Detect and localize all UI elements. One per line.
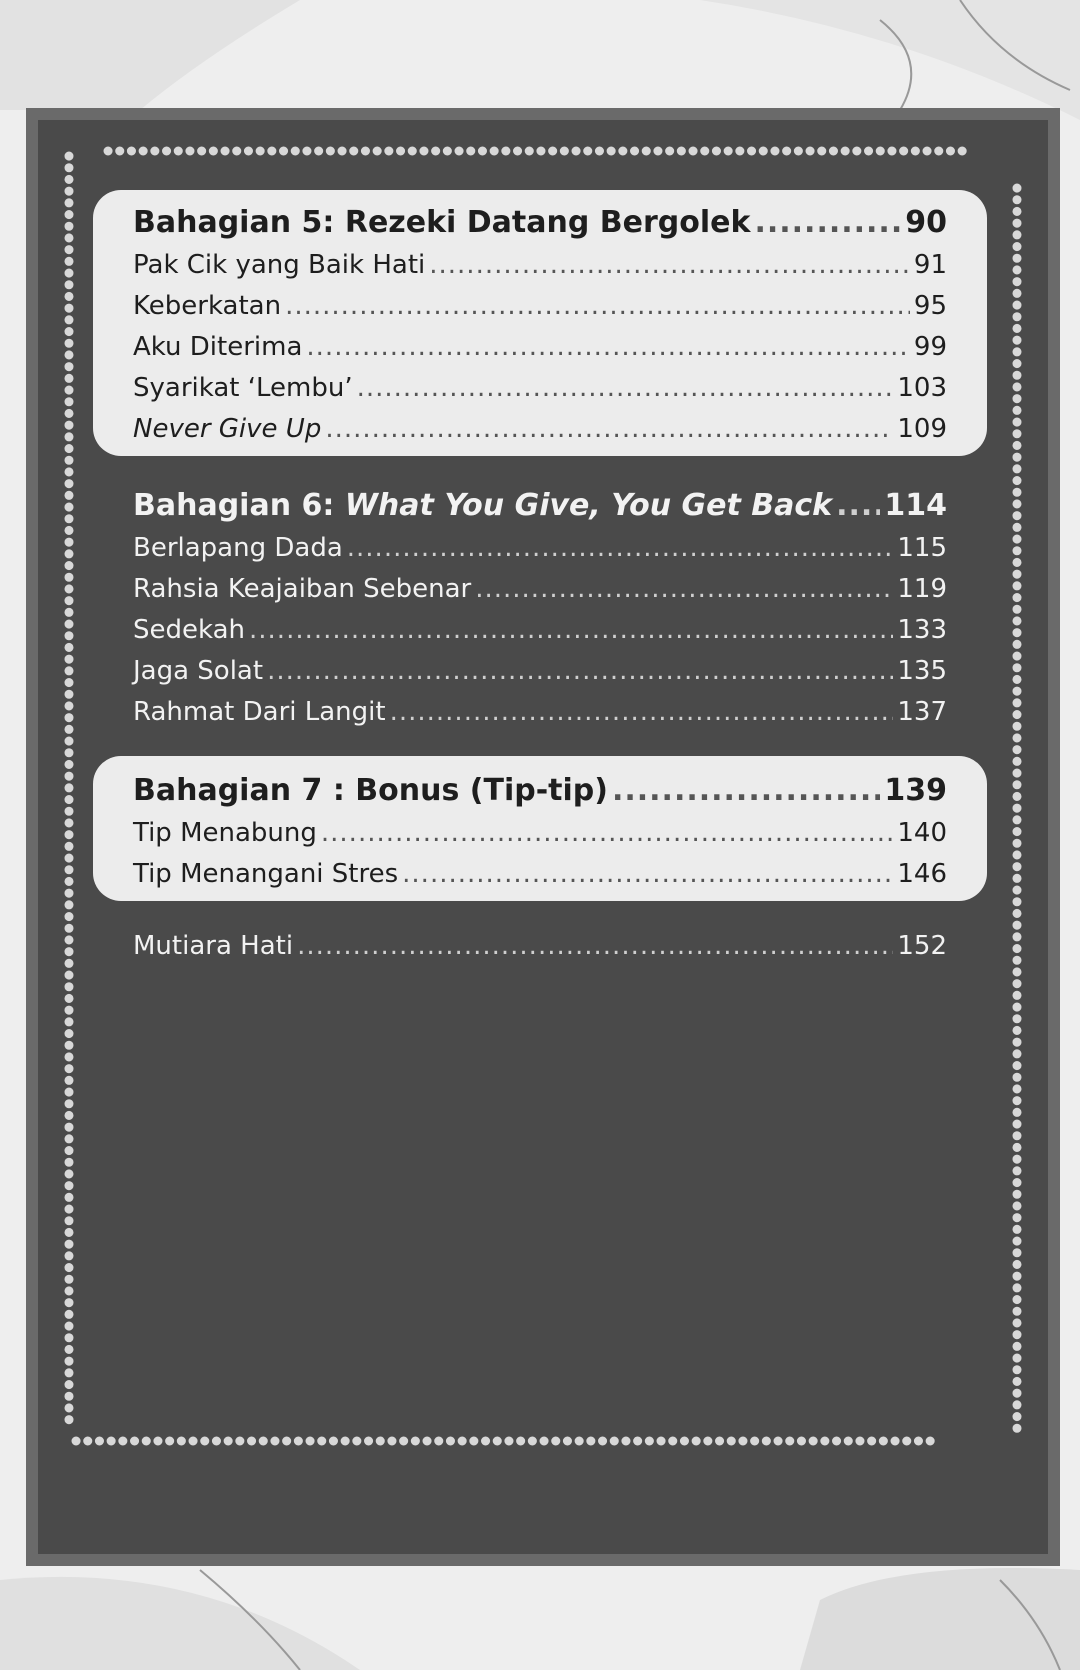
dot-leader <box>285 286 910 327</box>
toc-entry[interactable] <box>133 813 947 854</box>
toc-entry[interactable] <box>133 854 947 895</box>
dot-leader <box>267 651 893 692</box>
entry-label: Rahmat Dari Langit <box>133 697 386 727</box>
page-number: 109 <box>897 414 947 444</box>
dot-leader <box>249 610 893 651</box>
page-number: 139 <box>884 773 947 808</box>
dot-leader <box>321 813 893 854</box>
dot-leader <box>475 569 893 610</box>
dot-leader <box>357 368 894 409</box>
page-number: 133 <box>897 615 947 645</box>
page-number: 114 <box>884 488 947 523</box>
page-number: 90 <box>905 205 947 240</box>
page-number: 91 <box>913 250 947 280</box>
entry-label: Berlapang Dada <box>133 533 343 563</box>
toc-entry[interactable] <box>133 286 947 327</box>
entry-label: Keberkatan <box>133 291 282 321</box>
page-number: 119 <box>897 574 947 604</box>
dot-leader <box>754 200 901 245</box>
section-title: Bahagian 6: What You Give, You Get Back <box>133 488 833 523</box>
entry-label: Jaga Solat <box>133 656 264 686</box>
toc-section-5 <box>93 190 987 456</box>
page-number: 95 <box>913 291 947 321</box>
entry-label: Tip Menangani Stres <box>133 859 399 889</box>
toc-entry[interactable] <box>133 926 947 967</box>
toc-entry[interactable] <box>133 327 947 368</box>
page-number: 152 <box>897 931 947 961</box>
toc-section-heading[interactable] <box>133 768 947 813</box>
section-title: Bahagian 5: Rezeki Datang Bergolek <box>133 205 751 240</box>
dot-leader <box>612 768 880 813</box>
entry-label: Sedekah <box>133 615 246 645</box>
entry-label: Rahsia Keajaiban Sebenar <box>133 574 472 604</box>
entry-label: Tip Menabung <box>133 818 317 848</box>
entry-label: Aku Diterima <box>133 332 303 362</box>
dot-leader <box>306 327 910 368</box>
toc-entry[interactable] <box>133 245 947 286</box>
toc-entry[interactable] <box>133 528 947 569</box>
dot-leader <box>429 245 910 286</box>
toc-card-inner <box>38 120 1048 1554</box>
entry-label: Syarikat ‘Lembu’ <box>133 373 353 403</box>
page-number: 140 <box>897 818 947 848</box>
dot-leader <box>390 692 894 733</box>
page-number: 103 <box>897 373 947 403</box>
page-number: 137 <box>897 697 947 727</box>
toc-entry[interactable] <box>133 409 947 450</box>
toc-card <box>26 108 1060 1566</box>
dot-leader <box>402 854 893 895</box>
page-number: 115 <box>897 533 947 563</box>
toc-entry[interactable] <box>133 692 947 733</box>
entry-label: Never Give Up <box>133 414 322 444</box>
entry-label: Pak Cik yang Baik Hati <box>133 250 426 280</box>
toc-entry[interactable] <box>133 569 947 610</box>
dot-leader <box>836 483 880 528</box>
dot-leader <box>297 926 893 967</box>
entry-label: Mutiara Hati <box>133 931 294 961</box>
section-title: Bahagian 7 : Bonus (Tip-tip) <box>133 773 608 808</box>
page-number: 135 <box>897 656 947 686</box>
toc-section-7 <box>93 756 987 901</box>
toc-section-6 <box>93 483 987 728</box>
toc-entry[interactable] <box>133 610 947 651</box>
dot-leader <box>325 409 893 450</box>
toc-entry[interactable] <box>133 651 947 692</box>
toc-closing <box>93 926 987 971</box>
page-number: 99 <box>913 332 947 362</box>
toc-entry[interactable] <box>133 368 947 409</box>
page-number: 146 <box>897 859 947 889</box>
dot-leader <box>347 528 894 569</box>
toc-section-heading[interactable] <box>133 200 947 245</box>
toc-section-heading[interactable] <box>133 483 947 528</box>
